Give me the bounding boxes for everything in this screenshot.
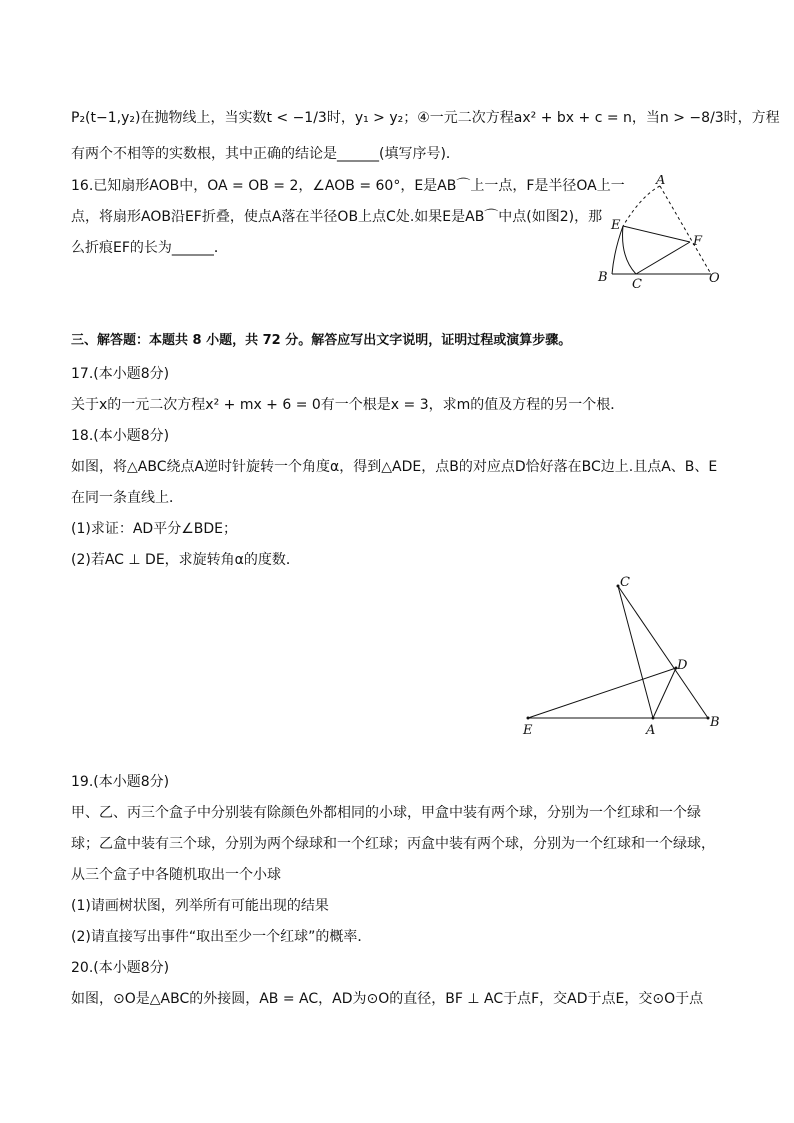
point-e [527,717,530,720]
label-a: A [646,723,656,738]
q19-part-2: (2)请直接写出事件“取出至少一个红球”的概率． [71,929,372,945]
point-a [652,717,655,720]
q19-part-1: (1)请画树状图，列举所有可能出现的结果 [71,898,329,914]
q18-line-2: 在同一条直线上． [71,490,183,506]
dashed-arc-ae [623,186,660,226]
label-c: C [620,575,630,590]
q15-line-1: P₂(t−1,y₂)在抛物线上，当实数t < −1/3时，y₁ > y₂；④一元二次方程ax² + bx + c = n，当n > −8/3时，方程 [71,110,780,126]
q18-figure [515,572,730,740]
q16-figure [590,175,730,290]
q16-line-2: 点，将扇形AOB沿EF折叠，使点A落在半径OB上点C处.如果E是AB⌒中点(如图2)，那 [71,209,603,225]
segment-ed [528,668,676,718]
q20-title: 20.(本小题8分) [71,960,170,976]
arc-eb [612,226,623,274]
segment-cb [618,586,708,718]
q17-title: 17.(本小题8分) [71,366,170,382]
q15-line-2: 有两个不相等的实数根，其中正确的结论是______(填写序号)． [71,146,460,162]
q19-line-2: 球；乙盒中装有三个球，分别为两个绿球和一个红球；丙盒中装有两个球，分别为一个红球和一个绿球， [71,836,715,852]
q18-part-1: (1)求证：AD平分∠BDE； [71,521,237,537]
segment-fc [636,242,690,274]
q18-title: 18.(本小题8分) [71,428,170,444]
label-e: E [611,218,621,233]
q18-part-2: (2)若AC ⊥ DE，求旋转角α的度数． [71,552,300,568]
q20-line-1: 如图，⊙O是△ABC的外接圆，AB = AC，AD为⊙O的直径，BF ⊥ AC于点F，交AD于点E，交⊙O于点 [71,991,704,1007]
label-a: A [656,175,666,188]
label-c: C [632,277,642,290]
label-e: E [523,723,533,738]
segment-ad [653,668,676,718]
label-b: B [710,715,720,730]
dashed-line-ao [660,186,711,274]
q18-line-1: 如图，将△ABC绕点A逆时针旋转一个角度α，得到△ADE，点B的对应点D恰好落在BC边上.且点A、B、E [71,459,718,475]
q19-title: 19.(本小题8分) [71,774,170,790]
label-b: B [598,270,608,285]
segment-ca [618,586,653,718]
label-o: O [709,271,720,286]
segment-ef [623,226,690,242]
q17-body: 关于x的一元二次方程x² + mx + 6 = 0有一个根是x = 3，求m的值及方程的另一个根． [71,397,625,413]
q19-line-1: 甲、乙、丙三个盒子中分别装有除颜色外都相同的小球，甲盒中装有两个球，分别为一个红球和一个绿 [71,805,701,821]
label-d: D [677,658,688,673]
q16-line-3: 么折痕EF的长为______． [71,240,228,256]
q16-line-1: 16.已知扇形AOB中，OA = OB = 2，∠AOB = 60°，E是AB⌒上一点，F是半径OA上一 [71,178,625,194]
section-3-heading: 三、解答题：本题共 8 小题，共 72 分。解答应写出文字说明，证明过程或演算步骤。 [71,333,572,348]
arc-ec [623,226,636,274]
label-f: F [693,234,703,249]
q19-line-3: 从三个盒子中各随机取出一个小球 [71,867,281,883]
